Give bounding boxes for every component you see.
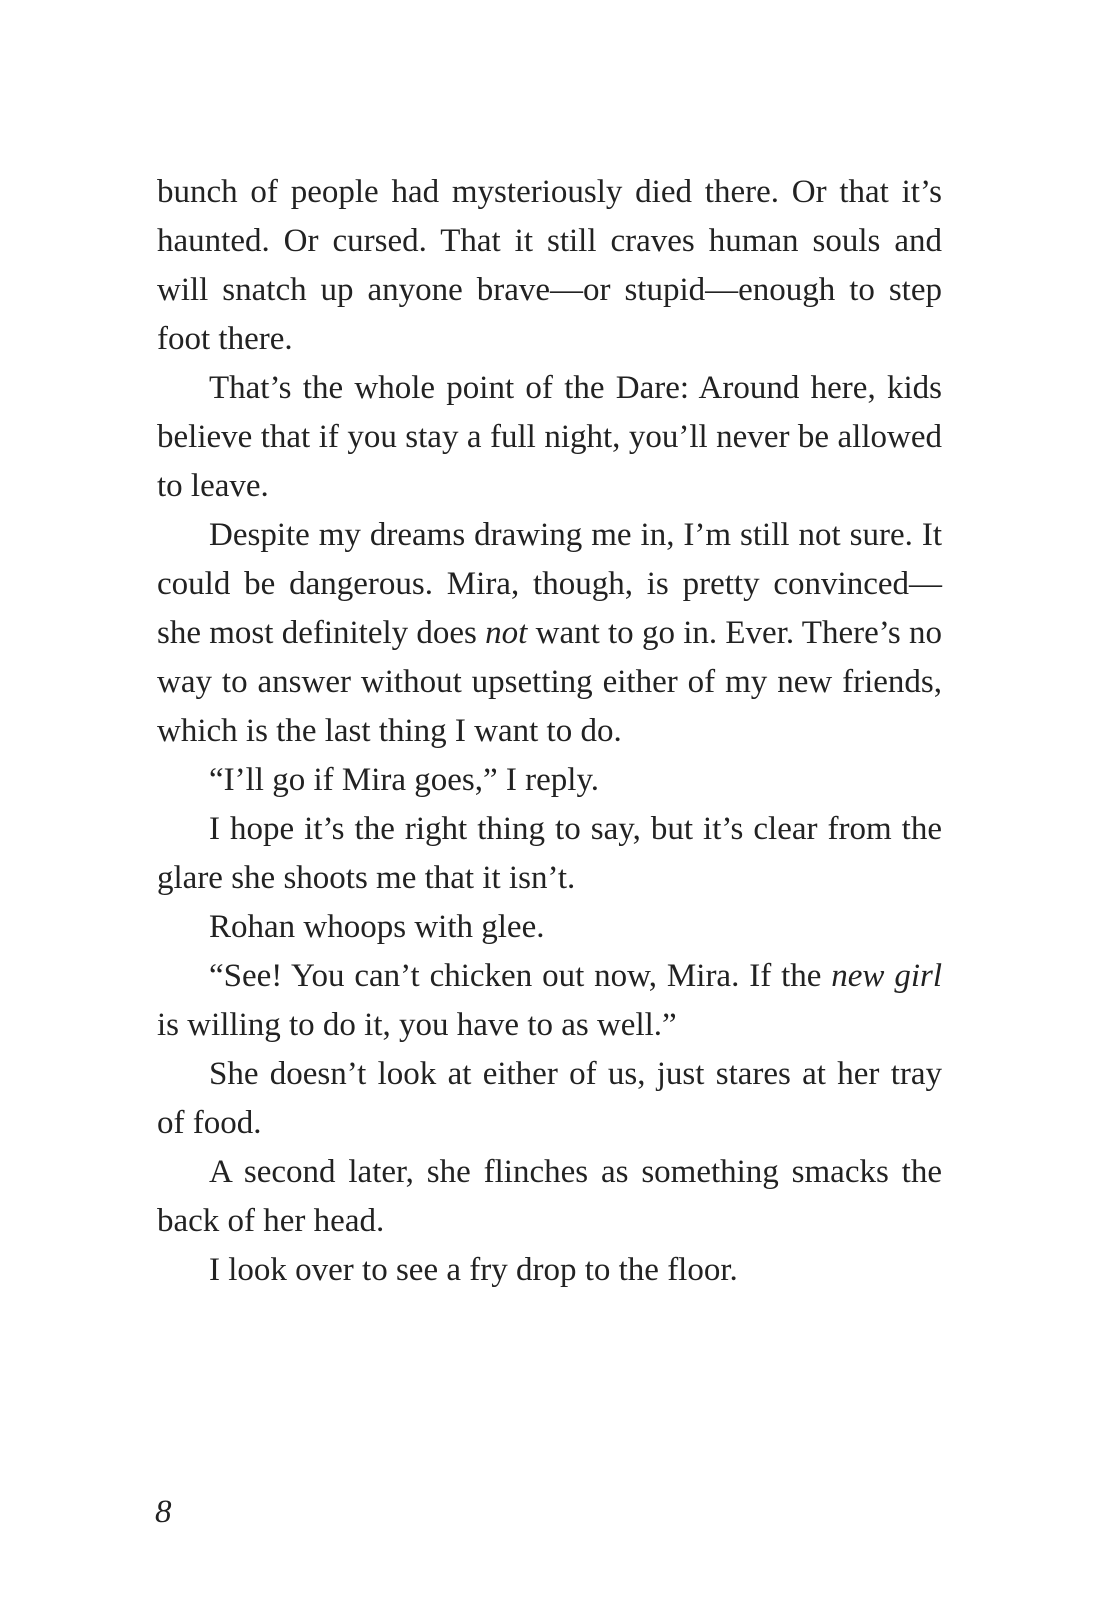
paragraph <box>157 1050 942 1148</box>
paragraph <box>157 1246 942 1295</box>
paragraph-text: is willing to do it, you have to as well.” <box>157 1007 677 1043</box>
paragraph <box>157 168 942 364</box>
italic-text: not <box>485 615 528 651</box>
paragraph-text: That’s the whole point of the Dare: Around here, kids believe that if you stay a full night, you’ll never be allowed to leave. <box>157 370 942 504</box>
paragraph <box>157 756 942 805</box>
paragraph-text: “I’ll go if Mira goes,” I reply. <box>209 762 600 798</box>
paragraph-text: bunch of people had mysteriously died there. Or that it’s haunted. Or cursed. That it still craves human souls and will snatch up anyone brave—or stupid—enough to step foot there. <box>157 174 942 357</box>
body-text <box>157 168 942 1295</box>
paragraph-text: Rohan whoops with glee. <box>209 909 545 945</box>
paragraph-text: “See! You can’t chicken out now, Mira. If the <box>209 958 832 994</box>
paragraph <box>157 511 942 756</box>
paragraph <box>157 364 942 511</box>
page-number: 8 <box>155 1494 172 1530</box>
paragraph-text: A second later, she flinches as something smacks the back of her head. <box>157 1154 942 1239</box>
paragraph <box>157 903 942 952</box>
paragraph-text: She doesn’t look at either of us, just stares at her tray of food. <box>157 1056 942 1141</box>
paragraph-text: Despite my dreams drawing me in, I’m still not sure. It could be dangerous. Mira, though, is pretty convinced—she most definitely does <box>157 517 942 651</box>
paragraph <box>157 1148 942 1246</box>
paragraph <box>157 952 942 1050</box>
italic-text: new girl <box>831 958 942 994</box>
paragraph-text: I hope it’s the right thing to say, but it’s clear from the glare she shoots me that it isn’t. <box>157 811 942 896</box>
paragraph-text: I look over to see a fry drop to the floor. <box>209 1252 738 1288</box>
paragraph-text: want to go in. Ever. There’s no way to answer without upsetting either of my new friends, which is the last thing I want to do. <box>157 615 942 749</box>
paragraph <box>157 805 942 903</box>
